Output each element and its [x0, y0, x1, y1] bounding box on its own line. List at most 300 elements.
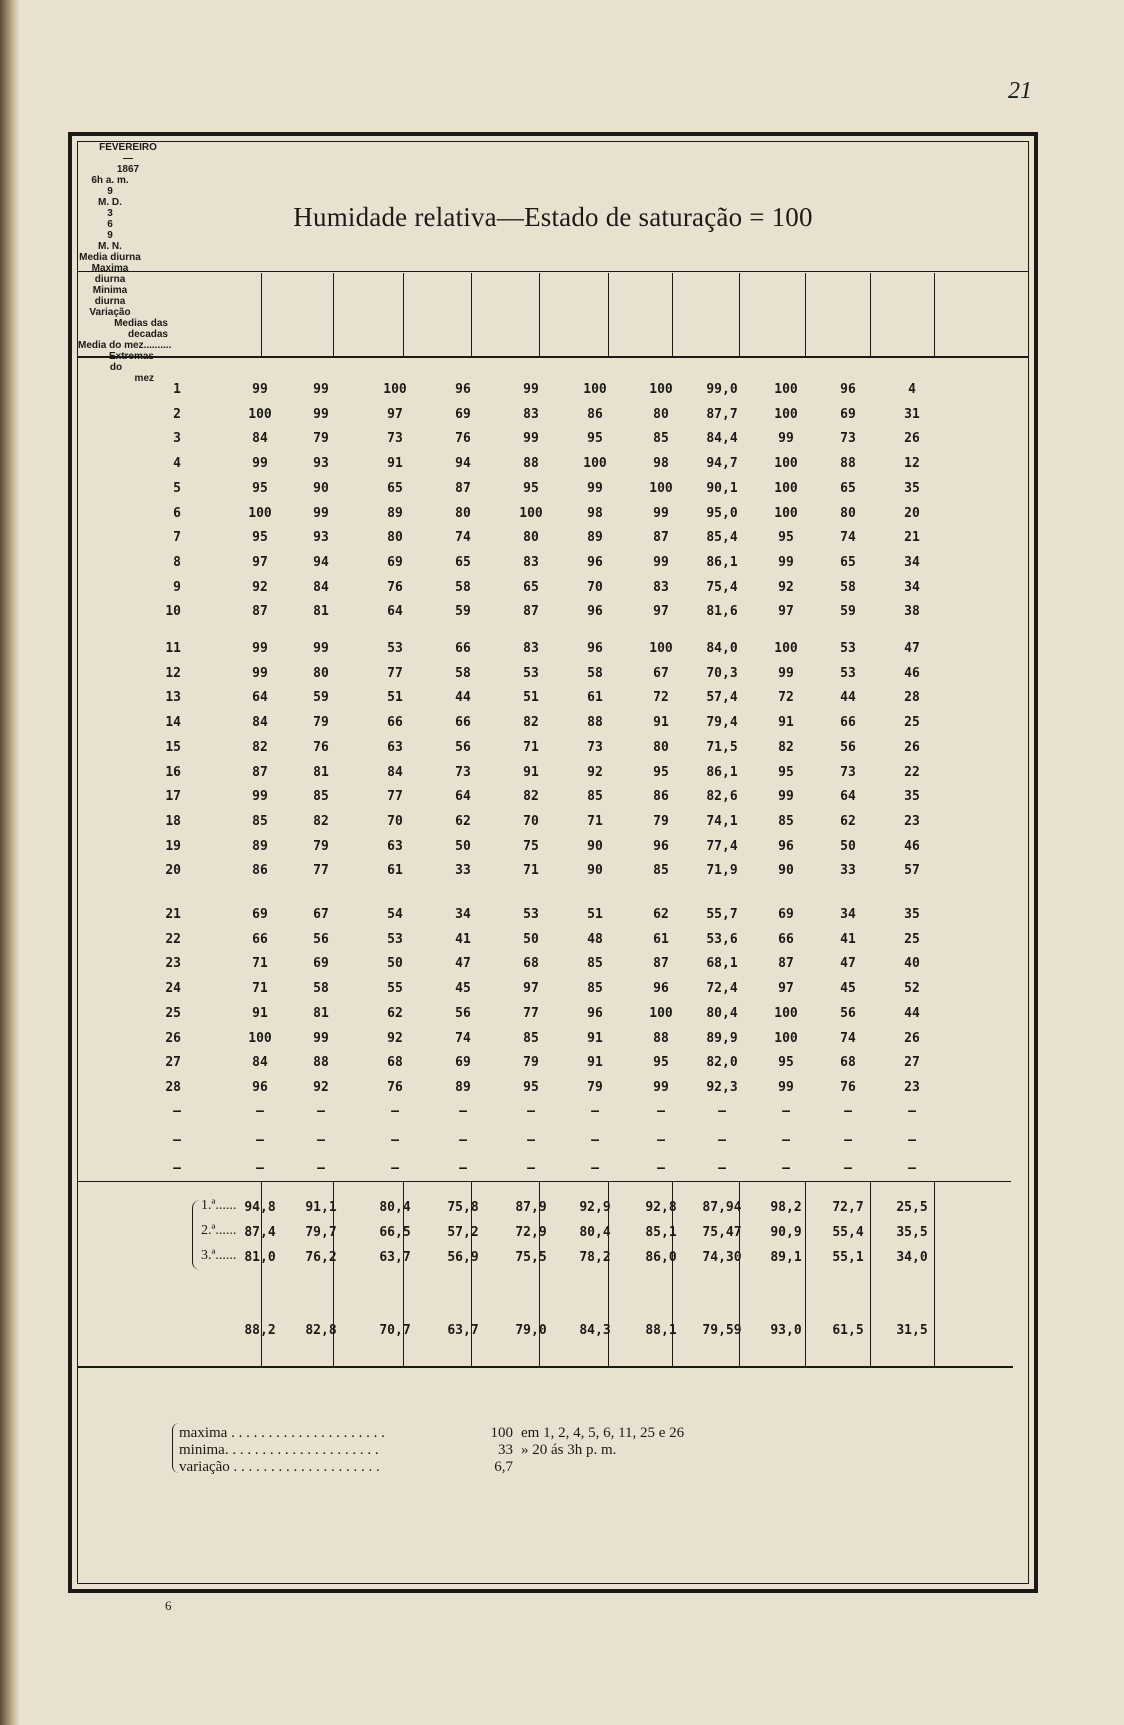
table-cell: 82,6	[706, 789, 738, 805]
table-cell: 57,4	[706, 690, 738, 706]
extremes-row-label: variação . . . . . . . . . . . . . . . . . . . .	[179, 1459, 380, 1475]
blank-dash: —	[657, 1133, 665, 1148]
table-cell: 97	[252, 554, 268, 570]
table-cell: 56	[840, 739, 856, 755]
table-cell: 92	[252, 579, 268, 595]
table-cell: 80	[523, 530, 539, 546]
table-cell: 90	[587, 863, 603, 879]
table-cell: 50	[387, 956, 403, 972]
table-cell: 99	[778, 789, 794, 805]
table-cell: 100	[583, 382, 607, 397]
column-header: 9	[107, 186, 113, 197]
blank-dash: —	[527, 1161, 535, 1176]
table-cell: 100	[774, 406, 798, 422]
table-cell: 26	[904, 739, 920, 755]
day-number: 2	[173, 406, 181, 422]
decade-mean-cell: 75,8	[447, 1200, 479, 1215]
decade-mean-cell: 86,0	[645, 1250, 677, 1265]
table-cell: 83	[523, 406, 539, 422]
table-cell: 90,1	[706, 480, 738, 496]
table-cell: 66	[455, 641, 471, 656]
table-cell: 63	[387, 739, 403, 755]
table-title: Humidade relativa—Estado de saturação = 100	[293, 202, 813, 232]
blank-dash: —	[391, 1104, 399, 1119]
table-cell: 53	[840, 665, 856, 681]
table-cell: 91	[778, 715, 794, 731]
table-cell: 77	[387, 789, 403, 805]
table-cell: 80	[653, 406, 669, 422]
table-cell: 88	[653, 1030, 669, 1046]
table-cell: 85	[587, 981, 603, 997]
decade-means-label: Medias das	[114, 318, 168, 329]
table-cell: 93	[313, 456, 329, 472]
decade-mean-cell: 25,5	[896, 1200, 928, 1215]
table-cell: 77,4	[706, 838, 738, 854]
table-cell: 92	[587, 764, 603, 780]
table-cell: 83	[523, 641, 539, 656]
table-cell: 21	[904, 530, 920, 546]
table-cell: 99	[313, 382, 329, 397]
decade-mean-cell: 35,5	[896, 1225, 928, 1240]
table-cell: 99	[252, 456, 268, 472]
table-cell: 89	[387, 505, 403, 521]
table-cell: 85	[252, 813, 268, 829]
table-cell: 68,1	[706, 956, 738, 972]
blank-dash: —	[391, 1133, 399, 1148]
extremes-row-label: minima. . . . . . . . . . . . . . . . . . . . .	[179, 1442, 379, 1458]
table-cell: 48	[587, 931, 603, 947]
blank-dash: —	[317, 1104, 325, 1119]
table-cell: 88	[313, 1055, 329, 1071]
table-cell: 34	[840, 907, 856, 922]
table-cell: 44	[455, 690, 471, 706]
table-cell: 23	[904, 813, 920, 829]
table-cell: 86,1	[706, 764, 738, 780]
table-cell: 41	[455, 931, 471, 947]
blank-dash: —	[718, 1104, 726, 1119]
table-cell: 89,9	[706, 1030, 738, 1046]
table-cell: 56	[313, 931, 329, 947]
table-cell: 95	[523, 480, 539, 496]
humidity-table	[78, 142, 1028, 1583]
table-cell: 64	[840, 789, 856, 805]
table-cell: 71	[523, 739, 539, 755]
table-cell: 83	[653, 579, 669, 595]
blank-dash: —	[844, 1133, 852, 1148]
table-cell: 89	[455, 1079, 471, 1095]
table-cell: 59	[313, 690, 329, 706]
day-number: 11	[165, 641, 181, 656]
decade-mean-cell: 85,1	[645, 1225, 677, 1240]
table-cell: 74	[455, 1030, 471, 1046]
table-cell: 84	[387, 764, 403, 780]
decade-brace	[192, 1200, 201, 1270]
table-cell: 79	[587, 1079, 603, 1095]
table-cell: 76	[313, 739, 329, 755]
table-cell: 69	[840, 406, 856, 422]
month-mean-cell: 84,3	[579, 1323, 611, 1338]
table-cell: 12	[904, 456, 920, 472]
extremes-label: mez	[134, 373, 154, 384]
table-cell: 99	[313, 505, 329, 521]
table-cell: 44	[904, 1005, 920, 1021]
day-number: 9	[173, 579, 181, 595]
table-cell: 44	[840, 690, 856, 706]
table-cell: 91	[252, 1005, 268, 1021]
table-cell: 96	[840, 382, 856, 397]
table-cell: 85,4	[706, 530, 738, 546]
table-cell: 88	[840, 456, 856, 472]
table-cell: 65	[840, 480, 856, 496]
table-cell: 91	[587, 1055, 603, 1071]
table-cell: 81	[313, 764, 329, 780]
table-cell: 92,3	[706, 1079, 738, 1095]
table-cell: 4	[908, 382, 916, 397]
table-cell: 82	[252, 739, 268, 755]
table-cell: 87	[523, 604, 539, 620]
table-cell: 90	[587, 838, 603, 854]
blank-dash: —	[844, 1161, 852, 1176]
blank-dash: —	[657, 1104, 665, 1119]
blank-dash: —	[173, 1161, 181, 1176]
decade-mean-cell: 75,5	[515, 1250, 547, 1265]
table-cell: 35	[904, 789, 920, 805]
table-cell: 75	[523, 838, 539, 854]
table-cell: 46	[904, 838, 920, 854]
table-cell: 82,0	[706, 1055, 738, 1071]
table-cell: 64	[387, 604, 403, 620]
day-number: 23	[165, 956, 181, 972]
table-cell: 56	[840, 1005, 856, 1021]
blank-dash: —	[908, 1104, 916, 1119]
header-month: FEVEREIRO	[99, 142, 157, 153]
table-cell: 95	[778, 764, 794, 780]
table-cell: 55	[387, 981, 403, 997]
month-mean-cell: 61,5	[832, 1323, 864, 1338]
table-cell: 99	[252, 789, 268, 805]
table-cell: 28	[904, 690, 920, 706]
table-cell: 87	[653, 956, 669, 972]
header-column-rule	[608, 273, 609, 356]
header-column-rule	[805, 273, 806, 356]
table-cell: 64	[252, 690, 268, 706]
table-cell: 53	[523, 907, 539, 922]
blank-dash: —	[459, 1161, 467, 1176]
table-cell: 41	[840, 931, 856, 947]
table-cell: 34	[904, 554, 920, 570]
column-header: 6h a. m.	[91, 175, 129, 186]
table-cell: 96	[587, 554, 603, 570]
blank-dash: —	[527, 1133, 535, 1148]
table-cell: 94	[313, 554, 329, 570]
table-cell: 82	[523, 715, 539, 731]
table-cell: 96	[778, 838, 794, 854]
extremes-row-value: 6,7	[494, 1459, 513, 1475]
table-cell: 50	[455, 838, 471, 854]
day-number: 19	[165, 838, 181, 854]
month-mean-cell: 70,7	[379, 1323, 411, 1338]
table-cell: 93	[313, 530, 329, 546]
table-cell: 47	[840, 956, 856, 972]
extremes-row-label: maxima . . . . . . . . . . . . . . . . . . . . .	[179, 1425, 385, 1441]
table-cell: 70	[387, 813, 403, 829]
table-cell: 35	[904, 480, 920, 496]
table-cell: 100	[248, 505, 272, 521]
table-cell: 92	[387, 1030, 403, 1046]
table-cell: 99	[252, 382, 268, 397]
table-cell: 100	[774, 480, 798, 496]
blank-dash: —	[173, 1133, 181, 1148]
table-rule	[78, 356, 1028, 358]
table-cell: 85	[653, 431, 669, 447]
blank-dash: —	[908, 1161, 916, 1176]
table-cell: 71	[587, 813, 603, 829]
decade-mean-cell: 76,2	[305, 1250, 337, 1265]
table-cell: 77	[387, 665, 403, 681]
table-cell: 84	[313, 579, 329, 595]
header-column-rule	[261, 273, 262, 356]
decade-mean-cell: 91,1	[305, 1200, 337, 1215]
table-cell: 62	[653, 907, 669, 922]
table-cell: 90	[313, 480, 329, 496]
day-number: 3	[173, 431, 181, 447]
day-number: 17	[165, 789, 181, 805]
table-cell: 88	[523, 456, 539, 472]
table-cell: 26	[904, 1030, 920, 1046]
table-cell: 58	[840, 579, 856, 595]
table-cell: 50	[523, 931, 539, 947]
table-cell: 61	[653, 931, 669, 947]
table-cell: 74	[840, 530, 856, 546]
table-cell: 100	[774, 1005, 798, 1021]
table-cell: 65	[387, 480, 403, 496]
day-number: 5	[173, 480, 181, 496]
blank-dash: —	[527, 1104, 535, 1119]
table-cell: 95	[778, 530, 794, 546]
table-cell: 70	[523, 813, 539, 829]
table-cell: 71	[252, 981, 268, 997]
table-cell: 81	[313, 1005, 329, 1021]
table-cell: 82	[778, 739, 794, 755]
table-cell: 97	[387, 406, 403, 422]
day-number: 12	[165, 665, 181, 681]
table-cell: 58	[455, 579, 471, 595]
table-cell: 69	[455, 1055, 471, 1071]
day-number: 1	[173, 382, 181, 397]
table-cell: 66	[252, 931, 268, 947]
table-cell: 99	[252, 641, 268, 656]
table-cell: 95,0	[706, 505, 738, 521]
decade-mean-cell: 80,4	[579, 1225, 611, 1240]
page-number: 21	[1008, 78, 1032, 104]
table-cell: 80,4	[706, 1005, 738, 1021]
column-header: Minima diurna	[92, 285, 128, 307]
decade-mean-cell: 75,47	[702, 1225, 742, 1240]
table-cell: 71,5	[706, 739, 738, 755]
table-cell: 96	[653, 981, 669, 997]
decade-mean-cell: 92,9	[579, 1200, 611, 1215]
table-cell: 85	[587, 789, 603, 805]
table-cell: 99	[313, 406, 329, 422]
table-cell: 84	[252, 1055, 268, 1071]
table-cell: 94	[455, 456, 471, 472]
table-cell: 95	[587, 431, 603, 447]
table-cell: 100	[583, 456, 607, 472]
table-cell: 99	[313, 1030, 329, 1046]
column-header: M. N.	[98, 241, 122, 252]
column-header: Media diurna	[79, 252, 141, 263]
table-cell: 55,7	[706, 907, 738, 922]
day-number: 20	[165, 863, 181, 879]
table-rule	[78, 271, 1028, 272]
table-cell: 57	[904, 863, 920, 879]
table-cell: 56	[455, 1005, 471, 1021]
table-cell: 84,4	[706, 431, 738, 447]
decade-mean-cell: 89,1	[770, 1250, 802, 1265]
day-number: 14	[165, 715, 181, 731]
table-cell: 31	[904, 406, 920, 422]
table-cell: 99	[653, 554, 669, 570]
table-cell: 62	[387, 1005, 403, 1021]
table-cell: 99	[778, 554, 794, 570]
day-number: 26	[165, 1030, 181, 1046]
table-cell: 76	[387, 579, 403, 595]
table-cell: 87	[778, 956, 794, 972]
table-cell: 33	[840, 863, 856, 879]
table-cell: 91	[523, 764, 539, 780]
blank-dash: —	[782, 1161, 790, 1176]
table-cell: 79	[313, 715, 329, 731]
table-cell: 99	[778, 431, 794, 447]
decade-mean-cell: 94,8	[244, 1200, 276, 1215]
decade-mean-cell: 55,1	[832, 1250, 864, 1265]
header-year: 1867	[116, 164, 140, 175]
extremes-label: do	[109, 362, 123, 373]
table-cell: 22	[904, 764, 920, 780]
table-cell: 72,4	[706, 981, 738, 997]
table-cell: 86	[587, 406, 603, 422]
decade-mean-cell: 66,5	[379, 1225, 411, 1240]
table-cell: 75,4	[706, 579, 738, 595]
blank-dash: —	[173, 1104, 181, 1119]
table-cell: 99	[653, 1079, 669, 1095]
table-cell: 85	[523, 1030, 539, 1046]
table-cell: 74	[455, 530, 471, 546]
column-header: M. D.	[98, 197, 122, 208]
header-column-rule	[934, 273, 935, 356]
table-cell: 68	[387, 1055, 403, 1071]
day-number: 6	[173, 505, 181, 521]
table-cell: 73	[455, 764, 471, 780]
table-cell: 100	[649, 1005, 673, 1021]
table-cell: 58	[587, 665, 603, 681]
blank-dash: —	[908, 1133, 916, 1148]
table-cell: 96	[252, 1079, 268, 1095]
decade-row-label: 1.ª......	[201, 1198, 237, 1213]
table-cell: 47	[904, 641, 920, 656]
table-cell: 89	[587, 530, 603, 546]
table-cell: 40	[904, 956, 920, 972]
table-cell: 63	[387, 838, 403, 854]
table-cell: 100	[649, 641, 673, 656]
extremes-label: Extremas	[108, 351, 154, 362]
header-dash: —	[123, 153, 133, 164]
table-cell: 85	[587, 956, 603, 972]
table-cell: 34	[904, 579, 920, 595]
table-cell: 72	[653, 690, 669, 706]
table-cell: 20	[904, 505, 920, 521]
decade-mean-cell: 87,4	[244, 1225, 276, 1240]
decade-means-label: decadas	[127, 329, 168, 340]
column-header: 9	[107, 230, 113, 241]
table-cell: 69	[252, 907, 268, 922]
table-cell: 66	[387, 715, 403, 731]
month-mean-cell: 79,0	[515, 1323, 547, 1338]
day-number: 4	[173, 456, 181, 472]
table-cell: 87,7	[706, 406, 738, 422]
table-cell: 59	[840, 604, 856, 620]
table-cell: 84,0	[706, 641, 738, 656]
table-cell: 70	[587, 579, 603, 595]
blank-dash: —	[591, 1161, 599, 1176]
blank-dash: —	[317, 1161, 325, 1176]
table-cell: 98	[653, 456, 669, 472]
table-cell: 100	[774, 1030, 798, 1046]
table-cell: 77	[313, 863, 329, 879]
day-number: 22	[165, 931, 181, 947]
table-cell: 33	[455, 863, 471, 879]
table-cell: 92	[313, 1079, 329, 1095]
table-cell: 100	[519, 505, 543, 521]
table-cell: 27	[904, 1055, 920, 1071]
table-cell: 69	[778, 907, 794, 922]
table-cell: 71,9	[706, 863, 738, 879]
table-cell: 97	[523, 981, 539, 997]
table-cell: 96	[587, 604, 603, 620]
table-cell: 73	[587, 739, 603, 755]
table-cell: 82	[523, 789, 539, 805]
column-header: 3	[107, 208, 113, 219]
table-cell: 95	[252, 480, 268, 496]
table-cell: 85	[653, 863, 669, 879]
table-cell: 73	[387, 431, 403, 447]
table-cell: 65	[455, 554, 471, 570]
table-cell: 76	[840, 1079, 856, 1095]
decade-row-label: 2.ª......	[201, 1223, 237, 1238]
table-cell: 65	[840, 554, 856, 570]
table-cell: 58	[313, 981, 329, 997]
month-mean-cell: 79,59	[702, 1323, 742, 1338]
table-cell: 97	[778, 981, 794, 997]
table-cell: 80	[840, 505, 856, 521]
day-number: 28	[165, 1079, 181, 1095]
decade-mean-cell: 87,9	[515, 1200, 547, 1215]
table-cell: 76	[387, 1079, 403, 1095]
table-cell: 94,7	[706, 456, 738, 472]
column-header: 6	[107, 219, 113, 230]
table-cell: 61	[587, 690, 603, 706]
table-cell: 99	[778, 665, 794, 681]
table-cell: 51	[523, 690, 539, 706]
table-cell: 71	[252, 956, 268, 972]
table-cell: 69	[387, 554, 403, 570]
table-cell: 100	[774, 505, 798, 521]
table-cell: 84	[252, 715, 268, 731]
table-cell: 81,6	[706, 604, 738, 620]
table-cell: 68	[523, 956, 539, 972]
day-number: 10	[165, 604, 181, 620]
table-cell: 66	[778, 931, 794, 947]
